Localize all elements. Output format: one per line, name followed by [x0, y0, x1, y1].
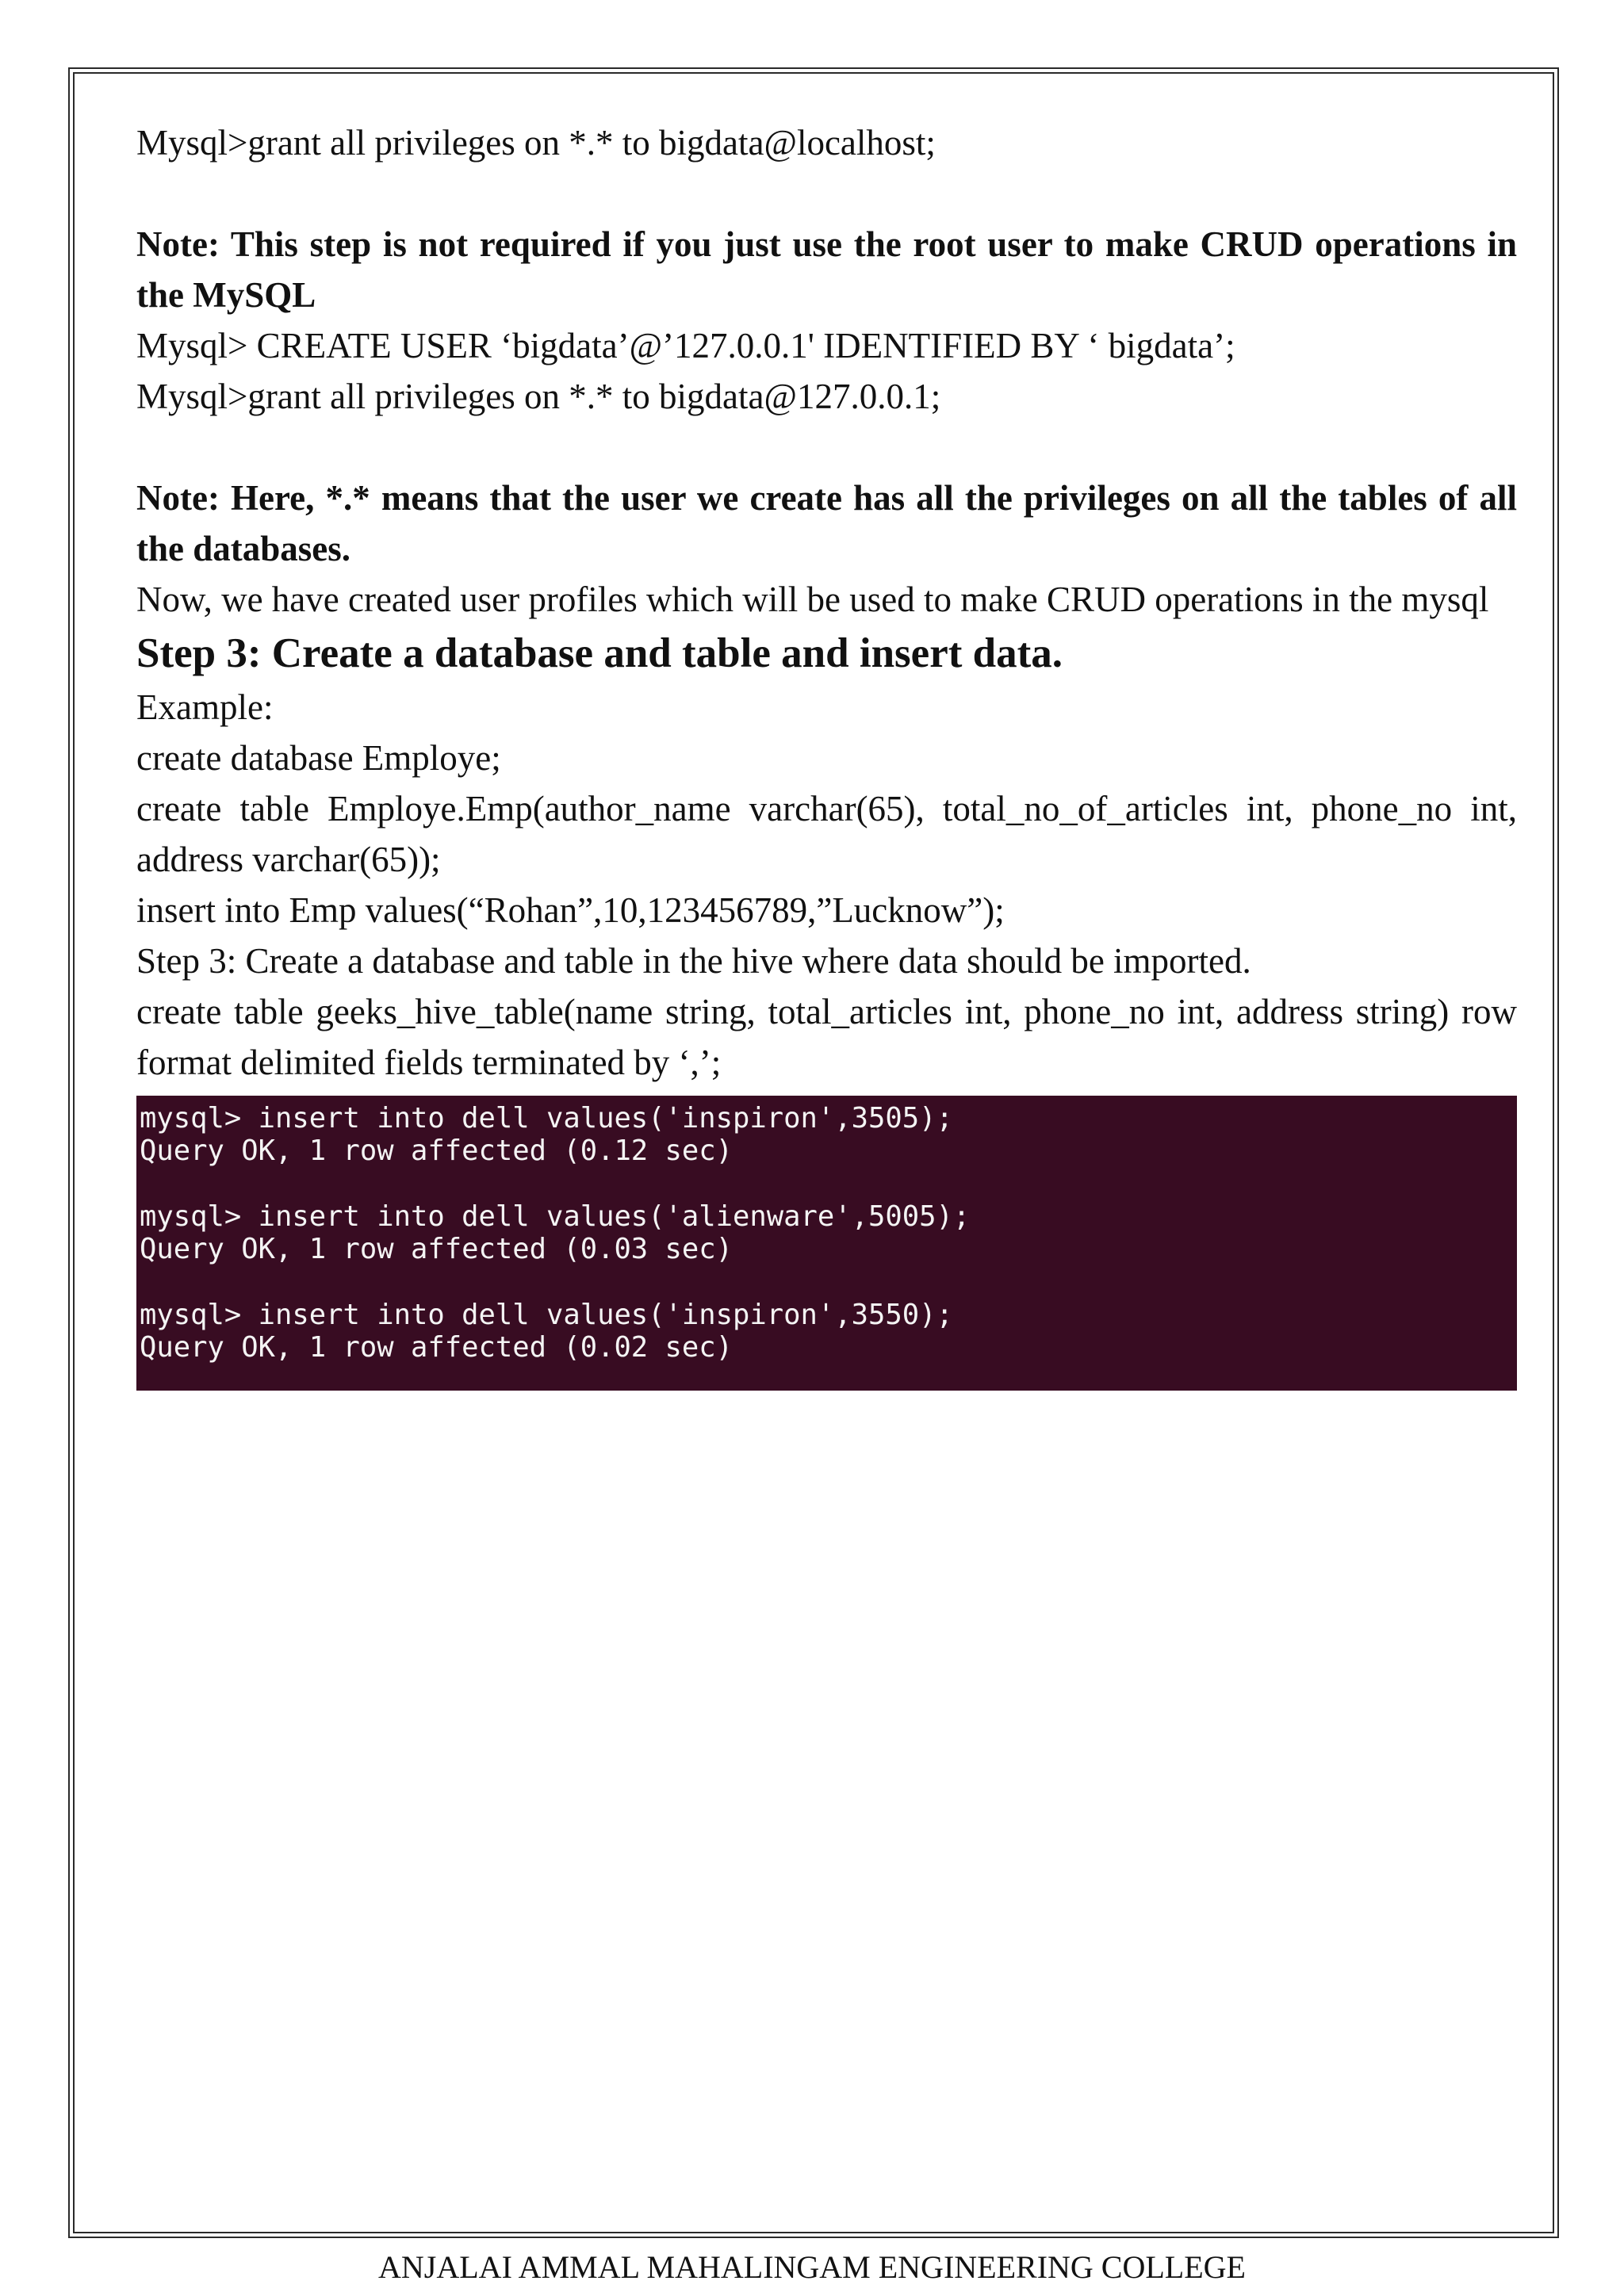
terminal-line: Query OK, 1 row affected (0.03 sec): [140, 1233, 733, 1265]
spacer: [136, 168, 1517, 219]
grant-ip-line: Mysql>grant all privileges on *.* to bigdata@127.0.0.1;: [136, 377, 941, 416]
terminal-line: mysql> insert into dell values('inspiron',3505);: [140, 1102, 953, 1135]
example-label: Example:: [136, 687, 274, 727]
spacer: [136, 422, 1517, 473]
create-table-command: create table Employe.Emp(author_name varchar(65), total_no_of_articles int, phone_no int, address varchar(65));: [136, 789, 1517, 879]
terminal-spacer: [140, 1265, 1517, 1299]
page-footer: ANJALAI AMMAL MAHALINGAM ENGINEERING COLLEGE: [378, 2249, 1246, 2285]
terminal-line: Query OK, 1 row affected (0.12 sec): [140, 1135, 733, 1167]
profiles-paragraph: Now, we have created user profiles which will be used to make CRUD operations in the mysql: [136, 580, 1489, 619]
insert-command: insert into Emp values(“Rohan”,10,123456789,”Lucknow”);: [136, 890, 1005, 930]
create-user-line: Mysql> CREATE USER ‘bigdata’@’127.0.0.1' IDENTIFIED BY ‘ bigdata’;: [136, 326, 1235, 365]
terminal-screenshot: [136, 1096, 1517, 1391]
terminal-spacer: [140, 1167, 1517, 1200]
note-root-user: Note: This step is not required if you just use the root user to make CRUD operations in the MySQL: [136, 224, 1517, 315]
note-privileges: Note: Here, *.* means that the user we create has all the privileges on all the tables of all the databases.: [136, 478, 1517, 568]
terminal-line: Query OK, 1 row affected (0.02 sec): [140, 1331, 733, 1364]
create-database-command: create database Employe;: [136, 738, 501, 778]
hive-table-command: create table geeks_hive_table(name string, total_articles int, phone_no int, address string) row format delimited fields terminated by ‘,’;: [136, 992, 1517, 1082]
step3-hive-line: Step 3: Create a database and table in the hive where data should be imported.: [136, 941, 1251, 981]
step3-heading: Step 3: Create a database and table and insert data.: [136, 630, 1063, 676]
terminal-line: mysql> insert into dell values('inspiron',3550);: [140, 1299, 953, 1331]
grant-localhost-line: Mysql>grant all privileges on *.* to bigdata@localhost;: [136, 123, 936, 163]
page-content: [136, 117, 1517, 1391]
terminal-line: mysql> insert into dell values('alienware',5005);: [140, 1200, 971, 1233]
